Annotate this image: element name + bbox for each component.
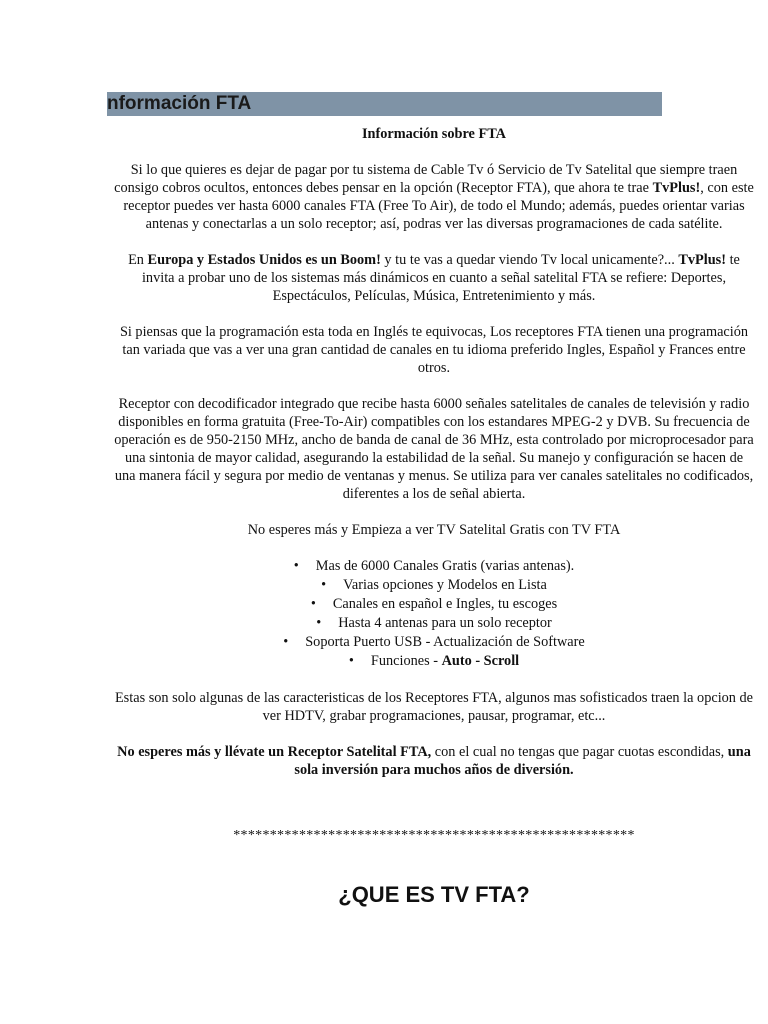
paragraph-intro-rest: , con este receptor puedes ver hasta 6000 canales FTA (Free To Air), de todo el Mundo; además, puedes orientar varias antenas y conectarlas a un solo receptor; así, podras ver las diversas programaciones de cada satélite. <box>123 180 754 232</box>
section-title: ¿QUE ES TV FTA? <box>338 882 530 907</box>
paragraph-call-to-action: No esperes más y Empieza a ver TV Satelital Gratis con TV FTA <box>247 522 621 538</box>
list-item: • Mas de 6000 Canales Gratis (varias antenas). <box>113 557 755 576</box>
document-title: Información sobre FTA <box>361 126 507 142</box>
list-item: • Hasta 4 antenas para un solo receptor <box>113 614 755 633</box>
paragraph-boom <box>113 251 755 305</box>
brand-tvplus: TvPlus! <box>652 180 701 196</box>
paragraph-intro-text: Si lo que quieres es dejar de pagar por tu sistema de Cable Tv ó Servicio de Tv Satelital que siempre traen consigo cobros ocultos, entonces debes pensar en la opción (Receptor FTA), que ahora te trae <box>114 162 738 196</box>
paragraph-intro <box>113 161 755 233</box>
paragraph-boom-bold2: TvPlus! <box>678 252 727 268</box>
paragraph-languages: Si piensas que la programación esta toda en Inglés te equivocas, Los receptores FTA tienen una programación tan variada que vas a ver una gran cantidad de canales en tu idioma preferido Ingles, Español y Frances entre otros. <box>119 324 749 376</box>
paragraph-closing-bold2: una sola inversión para muchos años de diversión. <box>294 744 751 778</box>
document-body <box>113 125 755 797</box>
paragraph-closing-text: con el cual no tengas que pagar cuotas escondidas, <box>431 744 728 760</box>
paragraph-boom-bold1: Europa y Estados Unidos es un Boom! <box>147 252 381 268</box>
paragraph-boom-c: te invita a probar uno de los sistemas más dinámicos en cuanto a señal satelital FTA se refiere: Deportes, Espectáculos, Películas, Música, Entretenimiento y más. <box>141 252 740 304</box>
paragraph-boom-b: y tu te vas a quedar viendo Tv local unicamente?... <box>380 252 679 268</box>
list-item: • Varias opciones y Modelos en Lista <box>113 576 755 595</box>
list-item: • Canales en español e Ingles, tu escoges <box>113 595 755 614</box>
list-item <box>113 652 755 671</box>
asterisk-separator: ******************************************************* <box>233 828 635 843</box>
paragraph-receiver-specs: Receptor con decodificador integrado que recibe hasta 6000 señales satelitales de canales de televisión y radio disponibles en forma gratuita (Free-To-Air) compatibles con los estandares MPEG-2 y DVB. Su frecuencia de operación es de 950-2150 MHz, ancho de banda de canal de 36 MHz, esta controlado por microprocesador para una sintonia de mayor calidad, asegurando la estabilidad de la señal. Su manejo y configuración se hacen de una manera fácil y segura por medio de ventanas y menus. Se utiliza para ver canales satelitales no codificados, diferentes a los de señal abierta. <box>114 396 754 502</box>
list-item: • Soporta Puerto USB - Actualización de Software <box>113 633 755 652</box>
paragraph-closing <box>113 743 755 779</box>
list-item-bold: Auto - Scroll <box>441 653 520 669</box>
paragraph-more-features: Estas son solo algunas de las caracteristicas de los Receptores FTA, algunos mas sofisticados traen la opcion de ver HDTV, grabar programaciones, pausar, programar, etc... <box>114 690 754 724</box>
list-item-text: Funciones - <box>370 653 442 669</box>
section-header-title: nformación FTA <box>107 93 252 114</box>
section-header-bar <box>107 92 662 116</box>
paragraph-boom-a: En <box>128 252 148 268</box>
feature-list <box>113 557 755 671</box>
paragraph-closing-bold1: No esperes más y llévate un Receptor Satelital FTA, <box>117 744 432 760</box>
